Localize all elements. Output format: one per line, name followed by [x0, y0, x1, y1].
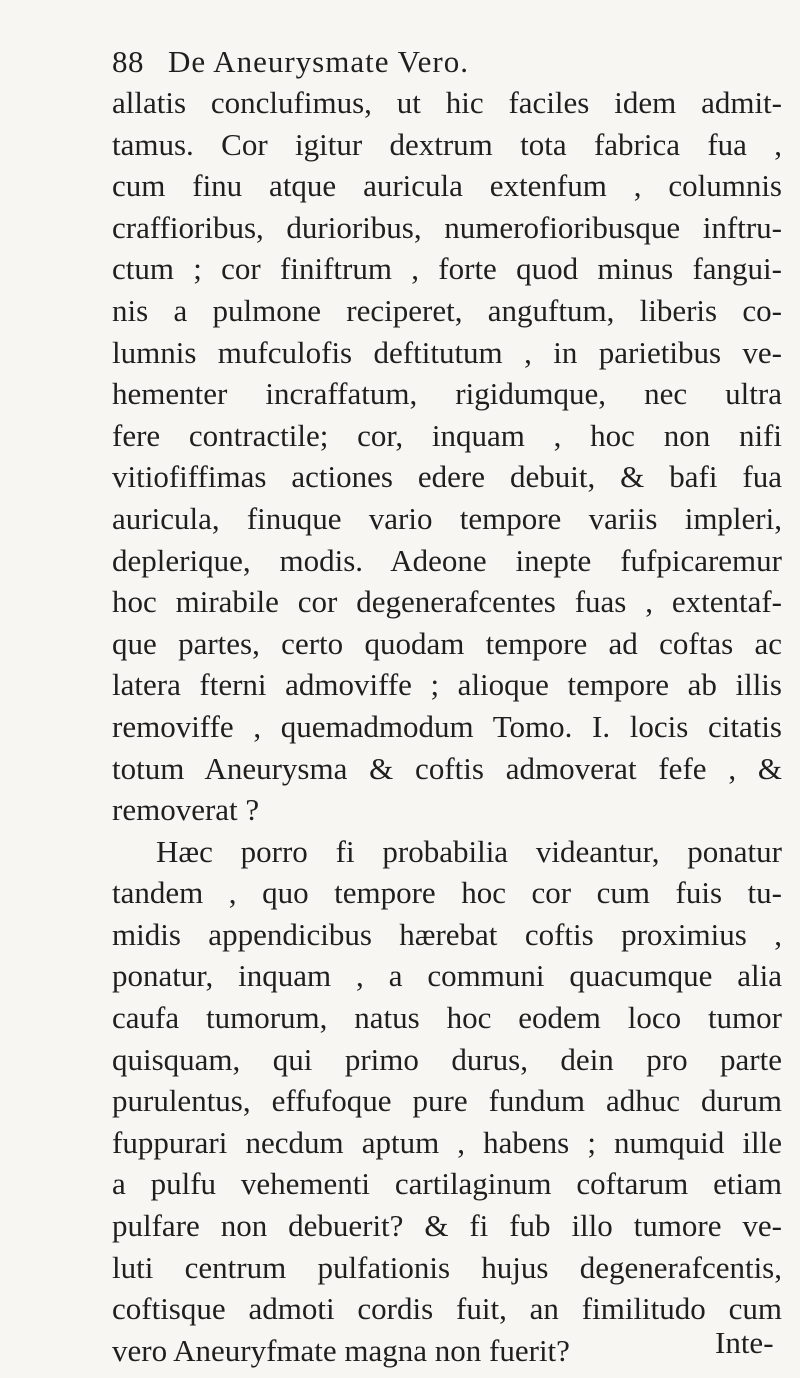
text-line: purulentus, effufoque pure fundum adhuc durum — [112, 1083, 782, 1119]
running-head — [112, 42, 469, 82]
text-line: pulfare non debuerit? & fi fub illo tumore ve- — [112, 1208, 782, 1244]
text-line: coftisque admoti cordis fuit, an fimilitudo cum — [112, 1291, 782, 1327]
page-number: 88 — [112, 44, 144, 79]
text-line: vitiofiffimas actiones edere debuit, & bafi fua — [112, 459, 782, 495]
text-line: hementer incraffatum, rigidumque, nec ultra — [112, 376, 782, 412]
text-line: latera fterni admoviffe ; alioque tempore ab illis — [112, 667, 782, 703]
catchword: Inte- — [715, 1325, 774, 1360]
running-title: De Aneurysmate Vero. — [168, 44, 469, 79]
text-line: vero Aneuryfmate magna non fuerit? — [112, 1332, 570, 1368]
text-line: craffioribus, durioribus, numerofioribusque inftru- — [112, 209, 782, 245]
text-line: hoc mirabile cor degenerafcentes fuas , extentaf- — [112, 584, 782, 620]
text-line: fere contractile; cor, inquam , hoc non nifi — [112, 417, 782, 453]
text-line: removiffe , quemadmodum Tomo. I. locis citatis — [112, 708, 782, 744]
text-line: ctum ; cor finiftrum , forte quod minus fangui- — [112, 251, 782, 287]
body-text — [112, 82, 782, 1371]
text-line: a pulfu vehementi cartilaginum coftarum etiam — [112, 1166, 782, 1202]
text-line: quisquam, qui primo durus, dein pro parte — [112, 1041, 782, 1077]
text-line: ponatur, inquam , a communi quacumque alia — [112, 958, 782, 994]
text-line: tamus. Cor igitur dextrum tota fabrica fua , — [112, 126, 782, 162]
text-line: midis appendicibus hærebat coftis proximius , — [112, 916, 782, 952]
text-line: que partes, certo quodam tempore ad coftas ac — [112, 625, 782, 661]
text-line: removerat ? — [112, 792, 260, 828]
text-line: lumnis mufculofis deftitutum , in parietibus ve- — [112, 334, 782, 370]
text-line: auricula, finuque vario tempore variis impleri, — [112, 500, 782, 536]
text-line: totum Aneurysma & coftis admoverat fefe , & — [112, 750, 782, 786]
text-line: deplerique, modis. Adeone inepte fufpicaremur — [112, 542, 782, 578]
text-line: luti centrum pulfationis hujus degenerafcentis, — [112, 1249, 782, 1285]
text-line: tandem , quo tempore hoc cor cum fuis tu- — [112, 875, 782, 911]
text-line: fuppurari necdum aptum , habens ; numquid ille — [112, 1124, 782, 1160]
text-line: allatis conclufimus, ut hic faciles idem admit- — [112, 85, 782, 120]
text-line: nis a pulmone reciperet, anguftum, liberis co- — [112, 292, 782, 328]
text-line: cum finu atque auricula extenfum , columnis — [112, 168, 782, 204]
text-line: Hæc porro fi probabilia videantur, ponatur — [156, 833, 782, 869]
text-line: caufa tumorum, natus hoc eodem loco tumor — [112, 1000, 782, 1036]
